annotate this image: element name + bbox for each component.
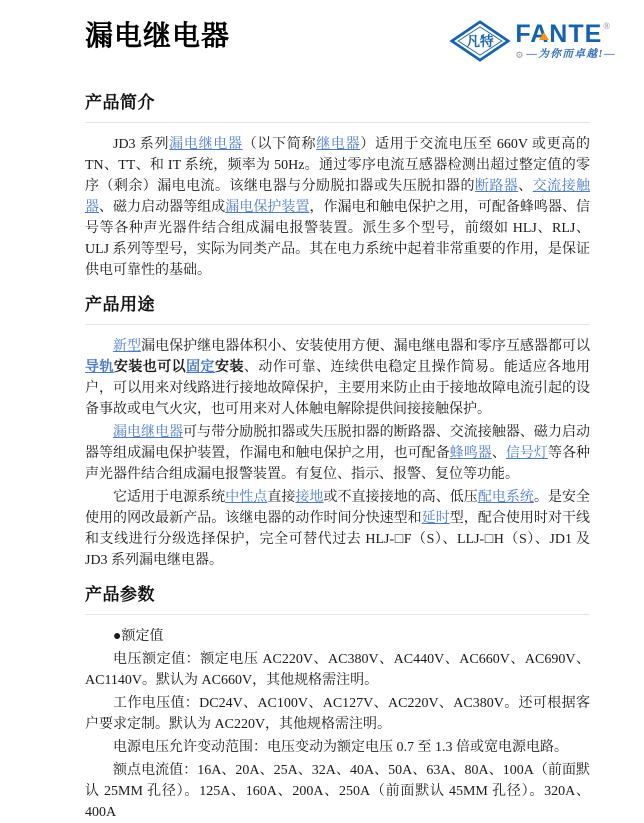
text-run: 漏电保护继电器体积小、安装使用方便、漏电继电器和零序互感器都可以 (141, 338, 590, 354)
paragraph (85, 760, 590, 823)
section-divider (85, 324, 590, 325)
fante-logo (450, 20, 616, 62)
paragraph (85, 737, 590, 758)
inline-link[interactable]: 导轨 (85, 359, 114, 375)
inline-link[interactable]: 配电系统 (477, 489, 534, 505)
section-1 (85, 92, 590, 281)
text-run: 、 (518, 178, 533, 194)
gear-icon: ⚙ (515, 49, 524, 60)
text-run: （以下简称 (242, 136, 317, 152)
inline-link[interactable]: 接地 (295, 489, 324, 505)
section-heading: 产品参数 (85, 584, 155, 604)
section-heading: 产品用途 (85, 294, 155, 314)
inline-link[interactable]: 漏电保护装置 (225, 199, 310, 215)
text-run: 它适用于电源系统 (113, 489, 226, 505)
text-run: 安装 (215, 359, 244, 375)
text-run: 。是安全使用的网改最新产品。该继电器的动作时间分快速型和 (85, 489, 591, 526)
inline-link[interactable]: 漏电继电器 (113, 424, 184, 440)
text-run: ●额定值 (113, 628, 164, 644)
paragraph (85, 487, 590, 571)
text-run: 、 (491, 445, 506, 461)
inline-link[interactable]: 中性点 (225, 489, 268, 505)
text-run: JD3 系列 (113, 136, 170, 152)
section-divider (85, 122, 590, 123)
brand-wordmark: FANTE (515, 19, 603, 48)
header (0, 0, 644, 62)
registered-trademark-icon: ® (603, 20, 611, 31)
text-run: 工作电压值：DC24V、AC100V、AC127V、AC220V、AC380V。还可根据客户要求定制。默认为 AC220V，其他规格需注明。 (85, 695, 590, 732)
slogan-row (515, 50, 616, 61)
paragraph (85, 693, 590, 735)
inline-link[interactable]: 延时 (421, 510, 450, 526)
text-run: 电压额定值：额定电压 AC220V、AC380V、AC440V、AC660V、AC690V、AC1140V。默认为 AC660V，其他规格需注明。 (85, 651, 590, 688)
text-run: 额点电流值：16A、20A、25A、32A、40A、50A、63A、80A、100A（前面默认 25MM 孔径）。125A、160A、200A、250A（前面默认 45MM 孔径）。320A、400A (85, 762, 590, 820)
brand-text-block (515, 19, 616, 61)
text-run: 等各种声光器件结合组成漏电报警装置。有复位、指示、报警、复位等功能。 (85, 445, 591, 482)
text-run: 直接 (267, 489, 296, 505)
text-run: 电源电压允许变动范围：电压变动为额定电压 0.7 至 1.3 倍或宽电源电路。 (113, 739, 568, 755)
inline-link[interactable]: 断路器 (474, 178, 519, 194)
section-3 (85, 584, 590, 823)
text-run: 、动作可靠、连续供电稳定且操作简易。能适应各地用户，可以用来对线路进行接地故障保护，主要用来防止由于接地故障电流引起的设备事故或电气火灾，也可用来对人体触电解除提供间接接触保护。 (85, 359, 591, 417)
text-run: 安装也可以 (113, 359, 187, 375)
page-title: 漏电继电器 (85, 20, 231, 51)
brand-row (515, 19, 611, 48)
text-run: 型，配合使用时对干线和支线进行分级选择保护，完全可替代过去 HLJ-□F（S）、LLJ-□H（S）、JD1 及 JD3 系列漏电继电器。 (85, 510, 591, 568)
inline-link[interactable]: 交流接触器 (85, 178, 591, 215)
paragraph (85, 649, 590, 691)
inline-link[interactable]: 信号灯 (505, 445, 548, 461)
bullet-item (85, 626, 590, 647)
section-heading: 产品简介 (85, 93, 155, 112)
text-run: 、磁力启动器等组成 (99, 199, 226, 215)
brand-slogan: —为你而卓越!— (526, 48, 616, 60)
brand-mark-text: 凡特 (466, 34, 494, 49)
section-divider (85, 614, 590, 615)
paragraph (85, 422, 590, 485)
paragraph (85, 336, 590, 420)
text-run: 或不直接接地的高、低压 (323, 489, 478, 505)
inline-link[interactable]: 蜂鸣器 (449, 445, 492, 461)
text-run: ，作漏电和触电保护之用，可配备蜂鸣器、信号等各种声光器件结合组成漏电报警装置。派生多个型号，前缀如 HLJ、RLJ、ULJ 系列等型号，实际为同类产品。其在电力系统中起着非常重要的作用，是保证供电可靠性的基础。 (85, 199, 591, 278)
content (0, 92, 644, 823)
paragraph (85, 134, 590, 281)
section-2 (85, 294, 590, 571)
inline-link[interactable]: 漏电继电器 (169, 136, 243, 152)
inline-link[interactable]: 固定 (186, 359, 215, 375)
inline-link[interactable]: 继电器 (316, 136, 361, 152)
text-run: ）适用于交流电压至 660V 或更高的 TN、TT、和 IT 系统，频率为 50Hz。通过零序电流互感器检测出超过整定值的零序（剩余）漏电电流。该继电器与分励脱扣器或失压脱扣器的 (85, 136, 591, 194)
text-run: 可与带分励脱扣器或失压脱扣器的断路器、交流接触器、磁力启动器等组成漏电保护装置，作漏电和触电保护之用，也可配备 (85, 424, 591, 461)
inline-link[interactable]: 新型 (113, 338, 142, 354)
fante-diamond-icon (450, 20, 510, 62)
